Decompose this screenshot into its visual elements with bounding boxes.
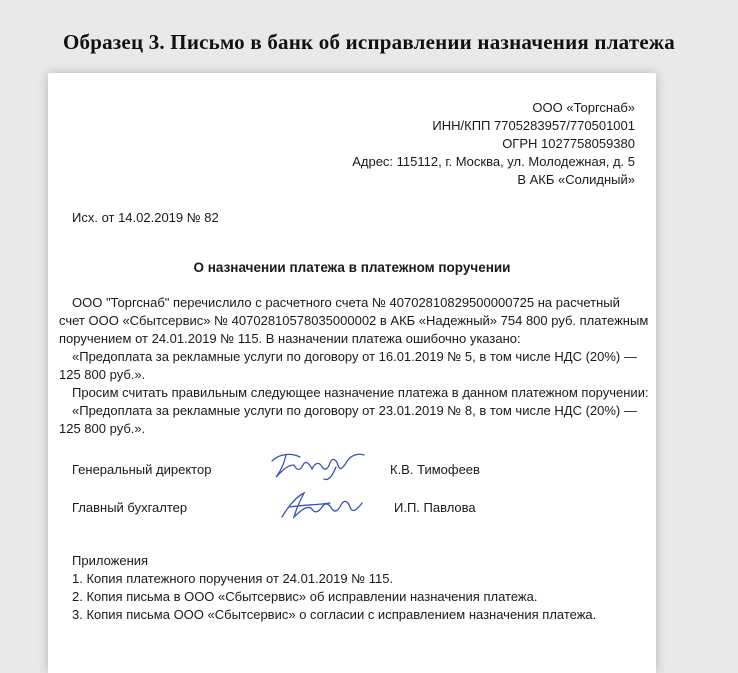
letter-sheet <box>48 73 656 673</box>
body-line: ООО "Торгснаб" перечислило с расчетного счета № 40702810829500000725 на расчетный <box>72 295 620 310</box>
body-line: Просим считать правильным следующее назначение платежа в данном платежном поручении: <box>72 385 649 400</box>
signature-position: Генеральный директор <box>72 462 212 477</box>
body-line: 125 800 руб.». <box>59 367 146 382</box>
accountant-signature <box>278 487 368 523</box>
sender-inn-kpp: ИНН/КПП 7705283957/770501001 <box>432 118 635 133</box>
recipient-bank: В АКБ «Солидный» <box>517 172 635 187</box>
attachment-item: 3. Копия письма ООО «Сбытсервис» о согласии с исправлением назначения платежа. <box>72 607 597 622</box>
page-title: Образец 3. Письмо в банк об исправлении назначения платежа <box>62 30 676 54</box>
body-line: счет ООО «Сбытсервис» № 40702810578035000002 в АКБ «Надежный» 754 800 руб. платежным <box>59 313 649 328</box>
signature-position: Главный бухгалтер <box>72 500 188 515</box>
letter-subject: О назначении платежа в платежном поручении <box>193 260 511 275</box>
sender-address: Адрес: 115112, г. Москва, ул. Молодежная, д. 5 <box>352 154 635 169</box>
director-signature <box>266 447 376 483</box>
body-line: 125 800 руб.». <box>59 421 146 436</box>
attachment-item: 1. Копия платежного поручения от 24.01.2019 № 115. <box>72 571 394 586</box>
outgoing-reference: Исх. от 14.02.2019 № 82 <box>72 210 219 225</box>
sender-ogrn: ОГРН 1027758059380 <box>502 136 635 151</box>
body-line: поручением от 24.01.2019 № 115. В назначении платежа ошибочно указано: <box>59 331 521 346</box>
signature-name: К.В. Тимофеев <box>390 462 480 477</box>
attachments-title: Приложения <box>72 553 149 568</box>
sender-company: ООО «Торгснаб» <box>532 100 635 115</box>
attachment-item: 2. Копия письма в ООО «Сбытсервис» об исправлении назначения платежа. <box>72 589 538 604</box>
body-line: «Предоплата за рекламные услуги по договору от 23.01.2019 № 8, в том числе НДС (20%) — <box>72 403 637 418</box>
signature-name: И.П. Павлова <box>394 500 476 515</box>
body-line: «Предоплата за рекламные услуги по договору от 16.01.2019 № 5, в том числе НДС (20%) — <box>72 349 637 364</box>
